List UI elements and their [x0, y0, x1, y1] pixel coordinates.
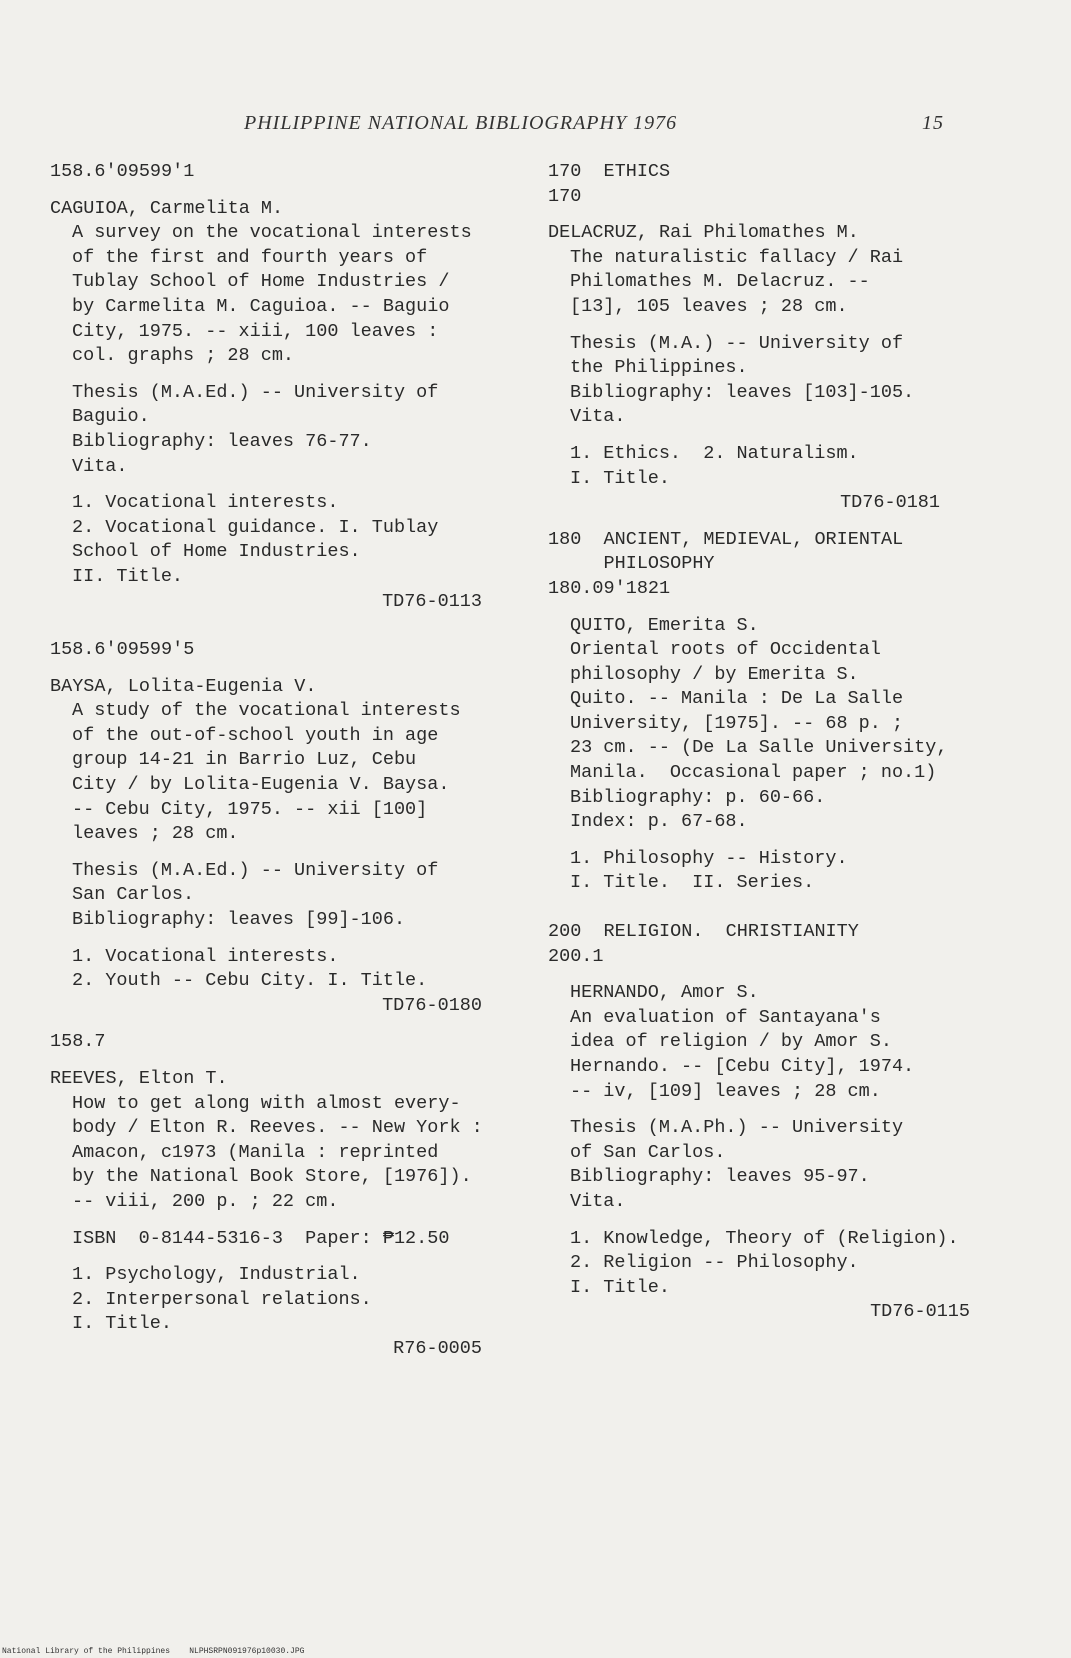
entry-line: School of Home Industries. — [72, 541, 361, 563]
running-header — [244, 112, 944, 135]
entry-line: 2. Religion -- Philosophy. — [570, 1252, 859, 1274]
entry-line: Vita. — [570, 1190, 626, 1212]
entry-line: Oriental roots of Occidental — [570, 639, 881, 661]
entry-line: 1. Knowledge, Theory of (Religion). — [570, 1227, 959, 1249]
line-gap — [50, 185, 530, 197]
entry-line: ISBN 0-8144-5316-3 Paper: ₱12.50 — [72, 1227, 450, 1249]
line-gap — [50, 369, 530, 381]
entry-line: Bibliography: leaves 76-77. — [72, 430, 372, 452]
entry-line: City / by Lolita-Eugenia V. Baysa. — [72, 774, 450, 796]
entry-line: BAYSA, Lolita-Eugenia V. — [50, 675, 317, 697]
entry-line: Index: p. 67-68. — [570, 811, 748, 833]
entry-line: 180 ANCIENT, MEDIEVAL, ORIENTAL — [548, 528, 904, 550]
entry-line: University, [1975]. -- 68 p. ; — [570, 712, 904, 734]
entry-line: by Carmelita M. Caguioa. -- Baguio — [72, 295, 450, 317]
entry-line: -- iv, [109] leaves ; 28 cm. — [570, 1080, 881, 1102]
entry-line: of San Carlos. — [570, 1141, 726, 1163]
header-title: PHILIPPINE NATIONAL BIBLIOGRAPHY 1976 — [244, 112, 678, 134]
entry-line: TD76-0181 — [840, 492, 940, 514]
line-gap — [50, 1251, 530, 1263]
entry-line: 170 — [548, 185, 582, 207]
entry-line: 158.6'09599'1 — [50, 161, 195, 182]
entry-line: by the National Book Store, [1976]). — [72, 1166, 472, 1188]
entry-line: 23 cm. -- (De La Salle University, — [570, 737, 948, 759]
entry-line: col. graphs ; 28 cm. — [72, 345, 295, 367]
entry-line: -- Cebu City, 1975. -- xii [100] — [72, 798, 428, 820]
entry-line: CAGUIOA, Carmelita M. — [50, 197, 284, 219]
entry-line: 170 ETHICS — [548, 161, 671, 182]
entry-line: -- viii, 200 p. ; 22 cm. — [72, 1190, 339, 1212]
entry-line: Vita. — [570, 406, 626, 428]
line-gap — [50, 1018, 530, 1030]
entry-line: The naturalistic fallacy / Rai — [570, 246, 904, 268]
entry-line: 1. Ethics. 2. Naturalism. — [570, 442, 859, 464]
entry-line: I. Title. — [570, 467, 670, 489]
entry-line: I. Title. II. Series. — [570, 872, 815, 894]
line-gap — [548, 516, 1018, 528]
entry-line: Manila. Occasional paper ; no.1) — [570, 762, 937, 784]
line-gap — [548, 209, 1018, 221]
entry-line: 200 RELIGION. CHRISTIANITY — [548, 921, 859, 943]
entry-line: Bibliography: p. 60-66. — [570, 786, 826, 808]
line-gap — [548, 896, 1018, 920]
entry-line: Amacon, c1973 (Manila : reprinted — [72, 1141, 439, 1163]
line-gap — [548, 430, 1018, 442]
entry-line: How to get along with almost every- — [72, 1092, 461, 1114]
entry-line: Tublay School of Home Industries / — [72, 271, 450, 293]
entry-line: Bibliography: leaves [99]-106. — [72, 909, 406, 931]
entry-line: of the out-of-school youth in age — [72, 724, 439, 746]
line-gap — [548, 969, 1018, 981]
entry-line: 158.6'09599'5 — [50, 639, 195, 661]
entry-line: group 14-21 in Barrio Luz, Cebu — [72, 749, 417, 771]
entry-line: Baguio. — [72, 406, 150, 428]
line-gap — [50, 933, 530, 945]
entry-line: leaves ; 28 cm. — [72, 823, 239, 845]
right-column — [548, 160, 1018, 1325]
entry-line: idea of religion / by Amor S. — [570, 1031, 892, 1053]
entry-line: An evaluation of Santayana's — [570, 1006, 881, 1028]
entry-line: PHILOSOPHY — [548, 553, 715, 575]
entry-line: HERNANDO, Amor S. — [570, 982, 759, 1004]
entry-line: Bibliography: leaves 95-97. — [570, 1166, 870, 1188]
entry-line: 158.7 — [50, 1031, 106, 1053]
entry-line: philosophy / by Emerita S. — [570, 663, 859, 685]
entry-line: 180.09'1821 — [548, 577, 671, 599]
entry-line: TD76-0180 — [382, 994, 482, 1016]
entry-line: Thesis (M.A.Ph.) -- University — [570, 1117, 904, 1139]
entry-line: TD76-0115 — [870, 1301, 970, 1323]
line-gap — [50, 663, 530, 675]
entry-line: Hernando. -- [Cebu City], 1974. — [570, 1056, 915, 1077]
line-gap — [50, 1215, 530, 1227]
line-gap — [548, 1215, 1018, 1227]
entry-line: I. Title. — [570, 1276, 670, 1298]
line-gap — [50, 847, 530, 859]
line-gap — [548, 602, 1018, 614]
entry-line: QUITO, Emerita S. — [570, 614, 759, 636]
entry-line: REEVES, Elton T. — [50, 1068, 228, 1089]
line-gap — [50, 479, 530, 491]
entry-line: Thesis (M.A.) -- University of — [570, 332, 904, 354]
entry-line: the Philippines. — [570, 357, 748, 379]
scan-footer: National Library of the Philippines NLPHSRPN091976p10030.JPG — [2, 1647, 305, 1656]
entry-line: DELACRUZ, Rai Philomathes M. — [548, 222, 859, 244]
line-gap — [548, 1104, 1018, 1116]
entry-line: 1. Vocational interests. — [72, 945, 339, 967]
entry-line: Bibliography: leaves [103]-105. — [570, 381, 915, 403]
entry-line: of the first and fourth years of — [72, 246, 428, 268]
entry-line: Quito. -- Manila : De La Salle — [570, 688, 904, 710]
entry-line: Philomathes M. Delacruz. -- — [570, 271, 870, 293]
entry-line: 1. Vocational interests. — [72, 492, 339, 514]
entry-line: A study of the vocational interests — [72, 700, 461, 722]
line-gap — [50, 1055, 530, 1067]
entry-line: 2. Youth -- Cebu City. I. Title. — [72, 970, 428, 992]
line-gap — [548, 835, 1018, 847]
entry-line: 2. Interpersonal relations. — [72, 1288, 372, 1310]
entry-line: San Carlos. — [72, 884, 195, 906]
entry-line: 1. Psychology, Industrial. — [72, 1264, 361, 1286]
line-gap — [548, 320, 1018, 332]
entry-line: A survey on the vocational interests — [72, 222, 472, 244]
entry-line: Vita. — [72, 455, 128, 477]
page-number: 15 — [922, 112, 944, 134]
entry-line: [13], 105 leaves ; 28 cm. — [570, 295, 848, 317]
entry-line: Thesis (M.A.Ed.) -- University of — [72, 381, 439, 403]
entry-line: II. Title. — [72, 565, 184, 587]
entry-line: I. Title. — [72, 1313, 172, 1335]
entry-line: City, 1975. -- xiii, 100 leaves : — [72, 320, 439, 342]
left-column — [50, 160, 530, 1362]
entry-line: 2. Vocational guidance. I. Tublay — [72, 516, 439, 538]
line-gap — [50, 614, 530, 638]
entry-line: R76-0005 — [393, 1337, 482, 1359]
entry-line: Thesis (M.A.Ed.) -- University of — [72, 859, 439, 881]
entry-line: 200.1 — [548, 945, 604, 967]
entry-line: body / Elton R. Reeves. -- New York : — [72, 1117, 483, 1139]
entry-line: TD76-0113 — [382, 590, 482, 612]
entry-line: 1. Philosophy -- History. — [570, 847, 848, 869]
